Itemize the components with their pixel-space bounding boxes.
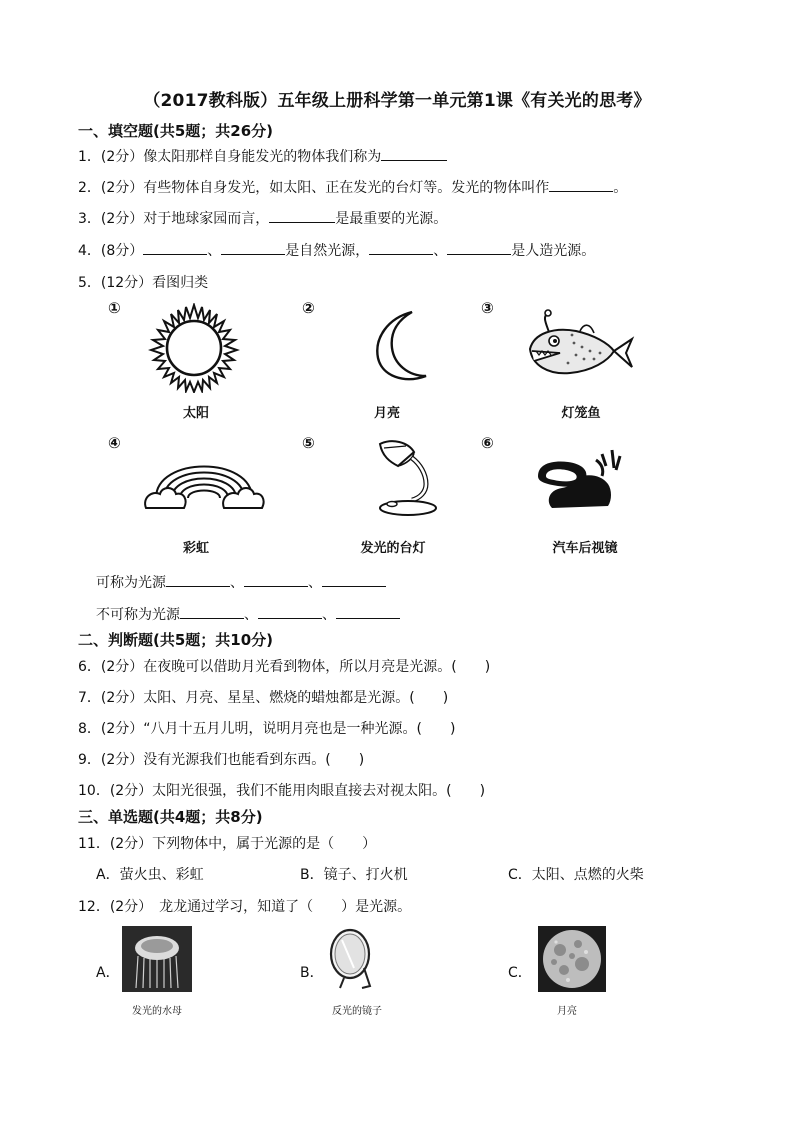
answer-blank[interactable] <box>258 604 322 619</box>
answer-blank[interactable] <box>221 240 285 255</box>
mirror-photo <box>326 928 376 992</box>
picture-number: ① <box>108 299 121 317</box>
answer-blank[interactable] <box>166 572 230 587</box>
picture-number: ④ <box>108 434 121 452</box>
option-b-caption: 反光的镜子 <box>332 1006 382 1017</box>
answer-blank[interactable] <box>369 240 433 255</box>
picture-number: ⑥ <box>481 434 494 452</box>
picture-caption: 灯笼鱼 <box>561 406 601 421</box>
option-c[interactable]: C． <box>508 965 532 981</box>
question-4 <box>78 240 595 260</box>
question-5: 5．(12分）看图归类 <box>78 275 209 291</box>
rearview-mirror-icon <box>532 446 632 518</box>
question-4-text: 4．(8分） <box>78 243 144 259</box>
option-c-caption: 月亮 <box>557 1006 577 1017</box>
question-2-suffix: 。 <box>613 180 628 196</box>
question-1 <box>78 146 447 166</box>
classify-label: 不可称为光源 <box>96 607 180 623</box>
question-10: 10．(2分）太阳光很强，我们不能用肉眼直接去对视太阳。( ) <box>78 783 486 799</box>
option-c[interactable]: C．太阳、点燃的火柴 <box>508 867 644 883</box>
section-single-choice: 三、单选题(共4题；共8分) <box>78 808 263 826</box>
answer-blank[interactable] <box>244 572 308 587</box>
classify-light-sources <box>96 572 386 592</box>
rainbow-icon <box>142 436 266 516</box>
picture-number: ⑤ <box>302 434 315 452</box>
option-b[interactable]: B． <box>300 965 324 981</box>
question-4-mid: 是自然光源， <box>285 243 370 259</box>
option-a-caption: 发光的水母 <box>132 1006 182 1017</box>
question-1-text: 1．(2分）像太阳那样自身能发光的物体我们称为 <box>78 149 382 165</box>
desk-lamp-icon <box>368 436 440 520</box>
question-7: 7．(2分）太阳、月亮、星星、燃烧的蜡烛都是光源。( ) <box>78 690 449 706</box>
question-4-suffix: 是人造光源。 <box>511 243 596 259</box>
answer-blank[interactable] <box>336 604 400 619</box>
question-2-text: 2．(2分）有些物体自身发光，如太阳、正在发光的台灯等。发光的物体叫作 <box>78 180 550 196</box>
picture-caption: 月亮 <box>373 406 400 421</box>
jellyfish-photo <box>122 926 192 992</box>
picture-caption: 太阳 <box>182 406 209 421</box>
picture-number: ② <box>302 299 315 317</box>
option-b[interactable]: B．镜子、打火机 <box>300 867 408 883</box>
section-fill-blank: 一、填空题(共5题；共26分) <box>78 122 274 140</box>
separator: 、 <box>230 575 244 591</box>
option-a[interactable]: A．萤火虫、彩虹 <box>96 867 204 883</box>
separator: 、 <box>308 575 322 591</box>
option-a[interactable]: A． <box>96 965 120 981</box>
answer-blank[interactable] <box>322 572 386 587</box>
picture-number: ③ <box>481 299 494 317</box>
question-3 <box>78 208 447 228</box>
question-6: 6．(2分）在夜晚可以借助月光看到物体，所以月亮是光源。( ) <box>78 659 491 675</box>
lantern-fish-icon <box>524 309 636 381</box>
question-9: 9．(2分）没有光源我们也能看到东西。( ) <box>78 752 365 768</box>
moon-photo <box>538 926 606 992</box>
moon-icon <box>360 306 440 386</box>
separator: 、 <box>433 243 448 259</box>
answer-blank[interactable] <box>447 240 511 255</box>
sun-icon <box>148 303 240 393</box>
answer-blank[interactable] <box>143 240 207 255</box>
page-title: （2017教科版）五年级上册科学第一单元第1课《有关光的思考》 <box>143 91 651 111</box>
answer-blank[interactable] <box>180 604 244 619</box>
separator: 、 <box>322 607 336 623</box>
question-11: 11．(2分）下列物体中，属于光源的是（ ） <box>78 836 377 852</box>
question-3-suffix: 是最重要的光源。 <box>335 211 448 227</box>
separator: 、 <box>207 243 222 259</box>
answer-blank[interactable] <box>549 177 613 192</box>
question-12: 12．(2分） 龙龙通过学习，知道了（ ）是光源。 <box>78 899 412 915</box>
separator: 、 <box>244 607 258 623</box>
classify-non-light-sources <box>96 604 400 624</box>
answer-blank[interactable] <box>381 146 447 161</box>
answer-blank[interactable] <box>269 208 335 223</box>
picture-caption: 汽车后视镜 <box>552 541 618 556</box>
question-8: 8．(2分）“八月十五月儿明，说明月亮也是一种光源。( ) <box>78 721 456 737</box>
picture-caption: 彩虹 <box>182 541 209 556</box>
classify-label: 可称为光源 <box>96 575 166 591</box>
section-judgement: 二、判断题(共5题；共10分) <box>78 631 274 649</box>
question-2 <box>78 177 627 197</box>
picture-caption: 发光的台灯 <box>360 541 426 556</box>
question-3-text: 3．(2分）对于地球家园而言， <box>78 211 270 227</box>
